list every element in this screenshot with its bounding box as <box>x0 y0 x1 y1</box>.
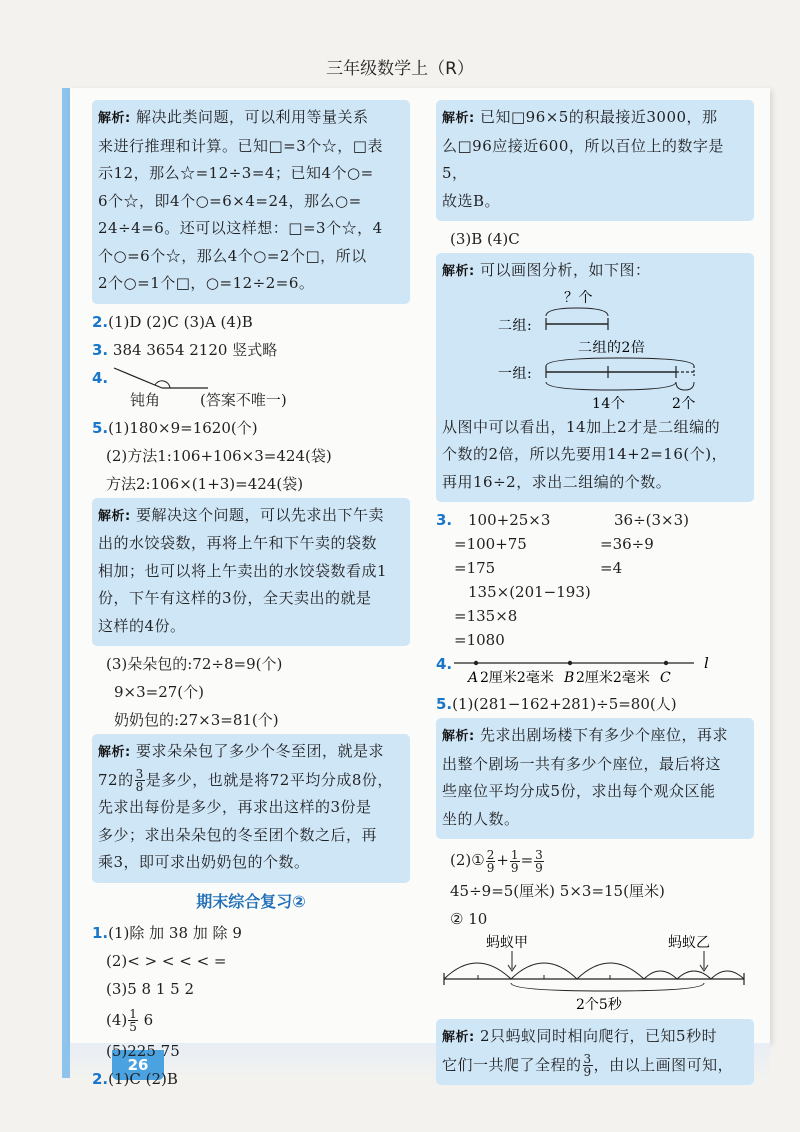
answer-text: 384 3654 2120 竖式略 <box>112 340 278 359</box>
ant-b-label: 蚂蚁乙 <box>668 935 710 951</box>
fraction: $\frac{1}{9}$ <box>510 847 519 875</box>
analysis-box <box>436 718 754 839</box>
segment-ab-label: 2厘米2毫米 <box>480 670 554 686</box>
page-header: 三年级数学上（R） <box>326 59 474 79</box>
answer-line: 9×3=27(个) <box>114 683 205 701</box>
analysis-box <box>92 100 410 304</box>
analysis-text: 6个☆，即4个○=6×4=24，那么○= <box>98 191 362 210</box>
segment-bc-label: 2厘米2毫米 <box>576 670 650 686</box>
page-number: 26 <box>112 1050 164 1080</box>
angle-note: (答案不唯一) <box>200 390 287 409</box>
analysis-text: 相加；也可以将上午卖出的水饺袋数看成1 <box>98 561 388 580</box>
analysis-text: 可以画图分析，如下图： <box>479 261 651 279</box>
analysis-text: 已知□96×5的积最接近3000，那 <box>479 108 718 126</box>
segment-line-answer <box>436 650 754 690</box>
answer-line: (4) $\frac{1}{5}$ 6 <box>106 1007 154 1034</box>
ant-journey-diagram <box>436 933 754 1013</box>
analysis-tag: 解析: <box>98 508 131 524</box>
calc-line: =135×8 <box>454 607 518 625</box>
fraction: $\frac{1}{5}$ <box>129 1007 137 1034</box>
answer-text: (1)除 加 38 加 除 9 <box>108 923 242 942</box>
fraction: $\frac{3}{9}$ <box>535 847 543 875</box>
answer-text: (1)D (2)C (3)A (4)B <box>108 312 253 331</box>
point-b-label: B <box>564 670 575 686</box>
answer-line: ② 10 <box>450 910 488 928</box>
analysis-text: 示12，那么☆=12÷3=4；已知4个○= <box>98 164 374 182</box>
calculation-block <box>436 506 754 649</box>
ant-a-label: 蚂蚁甲 <box>486 935 528 951</box>
answer-line <box>92 336 410 364</box>
answer-text: (1)C (2)B <box>108 1069 178 1088</box>
analysis-box <box>436 1019 754 1085</box>
analysis-text: 乘3，即可求出奶奶包的个数。 <box>98 853 310 871</box>
calc-line: =36÷9 <box>600 535 654 553</box>
angle-answer <box>92 364 410 414</box>
analysis-text: 出整个剧场一共有多少个座位，最后将这 <box>442 754 722 773</box>
answer-text: (1)180×9=1620(个) <box>108 418 258 437</box>
section-title: 期末综合复习② <box>196 891 306 911</box>
calc-line: 36÷(3×3) <box>614 511 690 529</box>
question-number: 1. <box>92 923 109 942</box>
unknown-label: ？个 <box>564 289 593 306</box>
analysis-text: 从图中可以看出，14加上2才是二组编的 <box>442 417 721 436</box>
calc-line: 100+25×3 <box>468 511 551 529</box>
question-number: 2. <box>92 1069 109 1088</box>
analysis-text: 些座位平均分成5份，求出每个观众区能 <box>442 782 716 800</box>
analysis-text: 这样的4份。 <box>98 616 186 635</box>
group1-label: 一组: <box>498 365 533 382</box>
analysis-text: 份，下午有这样的3份，全天卖出的就是 <box>98 589 372 607</box>
analysis-text: 故选B。 <box>442 191 501 210</box>
answer-line <box>92 414 410 442</box>
analysis-text: 再用16÷2，求出二组编的个数。 <box>442 472 672 491</box>
answer-line <box>92 1065 410 1093</box>
analysis-text: 先求出每份是多少，再求出这样的3份是 <box>98 798 372 816</box>
analysis-text: ，由以上画图可知， <box>593 1055 734 1074</box>
question-number: 5. <box>92 418 109 437</box>
analysis-text: 72的 <box>98 770 134 789</box>
analysis-text: 坐的人数。 <box>442 809 520 828</box>
blue-margin-bar <box>62 88 70 1078</box>
answer-line <box>92 308 410 336</box>
group2-label: 二组: <box>498 317 533 334</box>
obtuse-angle-figure <box>112 366 212 396</box>
analysis-text: 来进行推理和计算。已知□=3个☆，□表 <box>98 136 383 155</box>
answer-line: (3)B (4)C <box>450 230 520 248</box>
analysis-text: 是多少，也就是将72平均分成8份， <box>145 770 393 789</box>
question-number: 3. <box>92 340 109 359</box>
answer-text: (1)(281−162+281)÷5=80(人) <box>452 695 677 713</box>
analysis-box <box>436 100 754 221</box>
answer-line: 方法2:106×(1+3)=424(袋) <box>106 474 304 493</box>
answer-line: (3)朵朵包的:72÷8=9(个) <box>106 655 283 673</box>
segment-14-label: 14个 <box>592 395 626 412</box>
double-label: 二组的2倍 <box>578 339 646 356</box>
point-c-label: C <box>660 670 671 686</box>
line-l-label: l <box>704 654 709 672</box>
question-number: 3. <box>436 511 453 529</box>
calc-line: 135×(201−193) <box>468 583 591 601</box>
time-label: 2个5秒 <box>576 997 622 1013</box>
answer-line: 奶奶包的:27×3=81(个) <box>114 711 279 729</box>
analysis-text: 要解决这个问题，可以先求出下午卖 <box>135 505 384 524</box>
question-number: 4. <box>436 655 453 673</box>
question-number: 2. <box>92 312 109 331</box>
question-number: 4. <box>92 368 109 387</box>
answer-line: (2)< > < < < = <box>106 951 227 970</box>
question-number: 5. <box>436 695 453 713</box>
analysis-tag: 解析: <box>442 1030 475 1045</box>
analysis-text: 多少；求出朵朵包的冬至团个数之后，再 <box>98 825 378 844</box>
analysis-tag: 解析: <box>442 729 475 744</box>
analysis-box <box>92 498 410 647</box>
answer-line: (5)225 75 <box>106 1041 180 1060</box>
fraction: $\frac{3}{9}$ <box>583 1052 592 1079</box>
analysis-text: 2个○=1个□，○=12÷2=6。 <box>98 274 315 292</box>
right-column <box>436 100 754 1089</box>
answer-line: (3)5 8 1 5 2 <box>106 979 195 998</box>
analysis-tag: 解析: <box>98 111 131 126</box>
analysis-text: 个数的2倍，所以先要用14+2=16(个)， <box>442 445 728 463</box>
analysis-tag: 解析: <box>442 264 475 279</box>
analysis-text: 个○=6个☆，那么4个○=2个□，所以 <box>98 246 367 265</box>
point-a-label: A <box>468 670 479 686</box>
calc-line: =100+75 <box>454 535 527 553</box>
analysis-text: 2只蚂蚁同时相向爬行，已知5秒时 <box>479 1027 718 1045</box>
analysis-box <box>92 734 410 883</box>
left-column <box>92 100 410 1093</box>
answer-line: (2)方法1:106+106×3=424(袋) <box>106 446 332 465</box>
line-segment-diagram <box>442 286 742 414</box>
segment-line-figure <box>454 650 754 690</box>
calc-line: =1080 <box>454 631 505 649</box>
analysis-text: 解决此类问题，可以利用等量关系 <box>135 108 369 126</box>
analysis-text: 出的水饺袋数，再将上午和下午卖的袋数 <box>98 534 378 552</box>
analysis-tag: 解析: <box>98 745 131 760</box>
segment-2-label: 2个 <box>672 395 696 412</box>
answer-line: (2)① $\frac{2}{9}$ + $\frac{1}{9}$ = $\frac{3}{9}$ <box>450 847 543 875</box>
angle-label: 钝角 <box>130 390 161 409</box>
analysis-text: 它们一共爬了全程的 <box>442 1055 582 1074</box>
answer-line <box>436 690 754 718</box>
answer-line: 45÷9=5(厘米) 5×3=15(厘米) <box>450 882 665 900</box>
analysis-tag: 解析: <box>442 111 475 126</box>
analysis-text: 24÷4=6。还可以这样想：□=3个☆，4 <box>98 219 383 237</box>
answer-line <box>92 919 410 947</box>
fraction: $\frac{2}{9}$ <box>486 847 495 875</box>
analysis-text: 么□96应接近600，所以百位上的数字是5， <box>442 136 724 182</box>
calc-line: =4 <box>600 559 623 577</box>
analysis-text: 先求出剧场楼下有多少个座位，再求 <box>479 726 728 744</box>
fraction: $\frac{3}{8}$ <box>135 767 144 794</box>
analysis-box <box>436 253 754 502</box>
analysis-text: 要求朵朵包了多少个冬至团，就是求 <box>135 742 384 760</box>
calc-line: =175 <box>454 559 496 577</box>
